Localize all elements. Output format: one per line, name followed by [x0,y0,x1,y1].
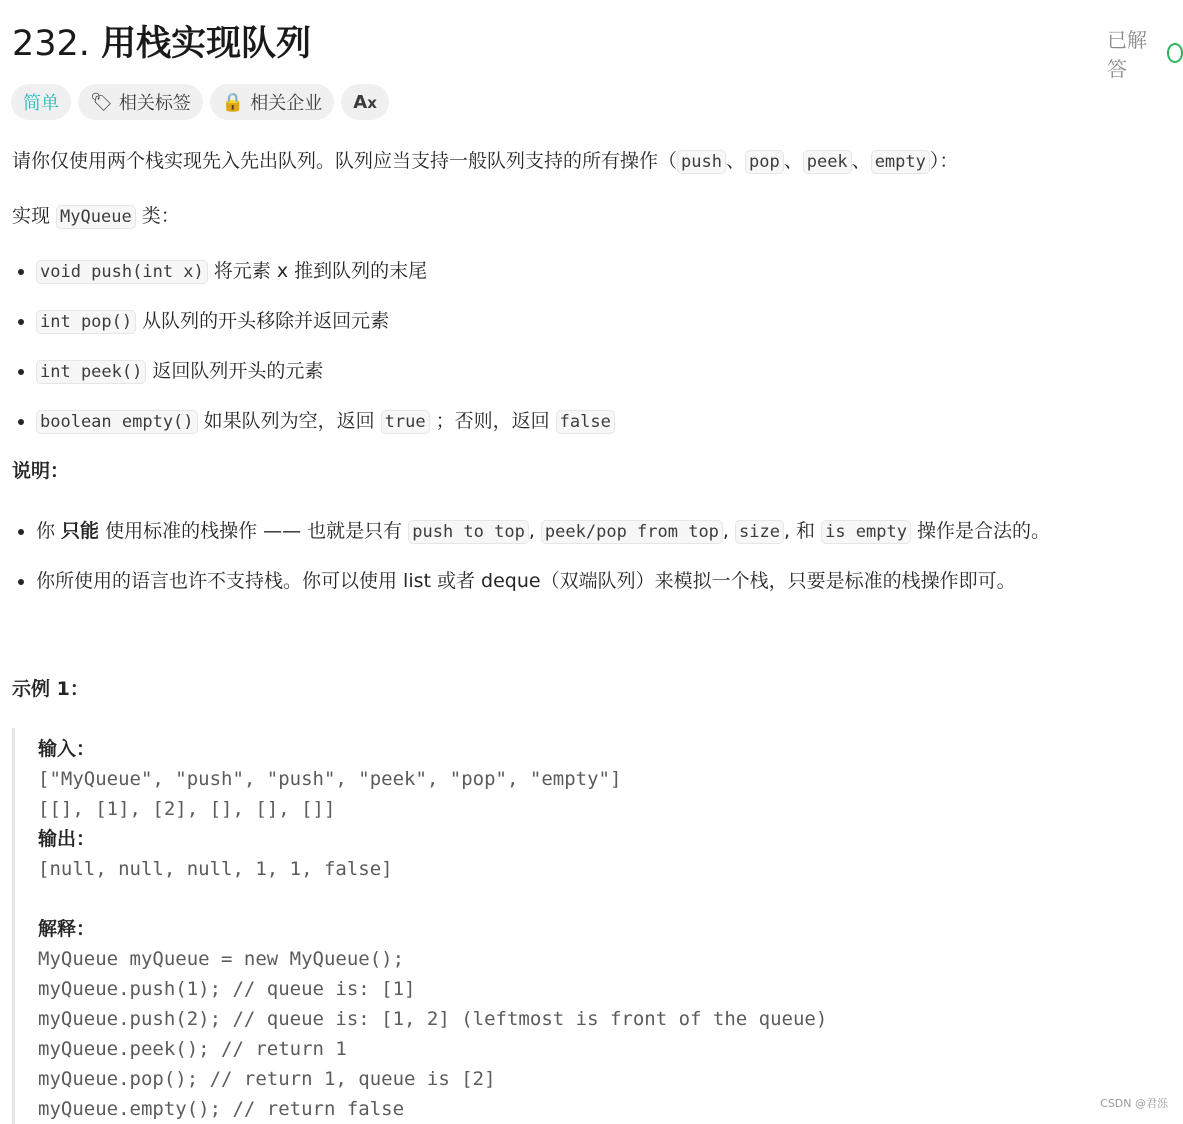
impl: 实现 MyQueue 类： [12,205,180,227]
notes-list [12,516,1183,596]
problem-description [12,146,1183,1124]
notes-title: 说明： [12,460,70,482]
list-item: • int peek() 返回队列开头的元素 [36,356,1183,387]
translate-icon: Ax [353,91,377,113]
list-item: • int pop() 从队列的开头移除并返回元素 [36,306,1183,337]
list-item: • boolean empty() 如果队列为空，返回 true ；否则，返回 false [36,406,1183,437]
watermark: CSDN @君泺 [1100,1097,1168,1110]
example-title: 示例 1： [12,678,89,700]
companies-tag-button[interactable]: 🔒 相关企业 [210,84,334,120]
solved-status: 已解答 [1107,24,1183,82]
translate-button[interactable] [341,84,389,120]
intro: 请你仅使用两个栈实现先入先出队列。队列应当支持一般队列支持的所有操作（ push 、 pop 、 peek 、 empty ）： [12,150,959,172]
check-circle-icon [1167,43,1183,63]
topics-tag-button[interactable]: 🏷 相关标签 [78,84,203,120]
list-item: • void push(int x) 将元素 x 推到队列的末尾 [36,256,1183,287]
example-block: 输入： ["MyQueue", "push", "push", "peek", "pop", "empty"] [[], [1], [2], [], [], []] 输出： [null, null, null, 1, 1, false] 解释： MyQueue myQueue = new MyQueue(); myQueue.push(1); // queue is: [1] myQueue.push(2); // queue is: [1, 2] (leftmost is front of the queue) myQueue.peek(); // return 1 myQueue.pop(); // return 1, queue is [2] myQueue.empty(); // return false [12,728,1183,1124]
difficulty-badge[interactable]: 简单 [11,84,71,120]
lock-icon: 🔒 [221,91,245,113]
list-item: • 你 只能 使用标准的栈操作 —— 也就是只有 push to top , peek/pop from top , size , 和 is empty 操作是合法的。 [36,516,1183,547]
list-item: • 你所使用的语言也许不支持栈。你可以使用 list 或者 deque（双端队列）来模拟一个栈，只要是标准的栈操作即可。 [36,566,1183,596]
method-list [12,256,1183,437]
page-title: 232. 用栈实现队列 [12,24,312,64]
tag-icon: 🏷 [90,91,113,113]
